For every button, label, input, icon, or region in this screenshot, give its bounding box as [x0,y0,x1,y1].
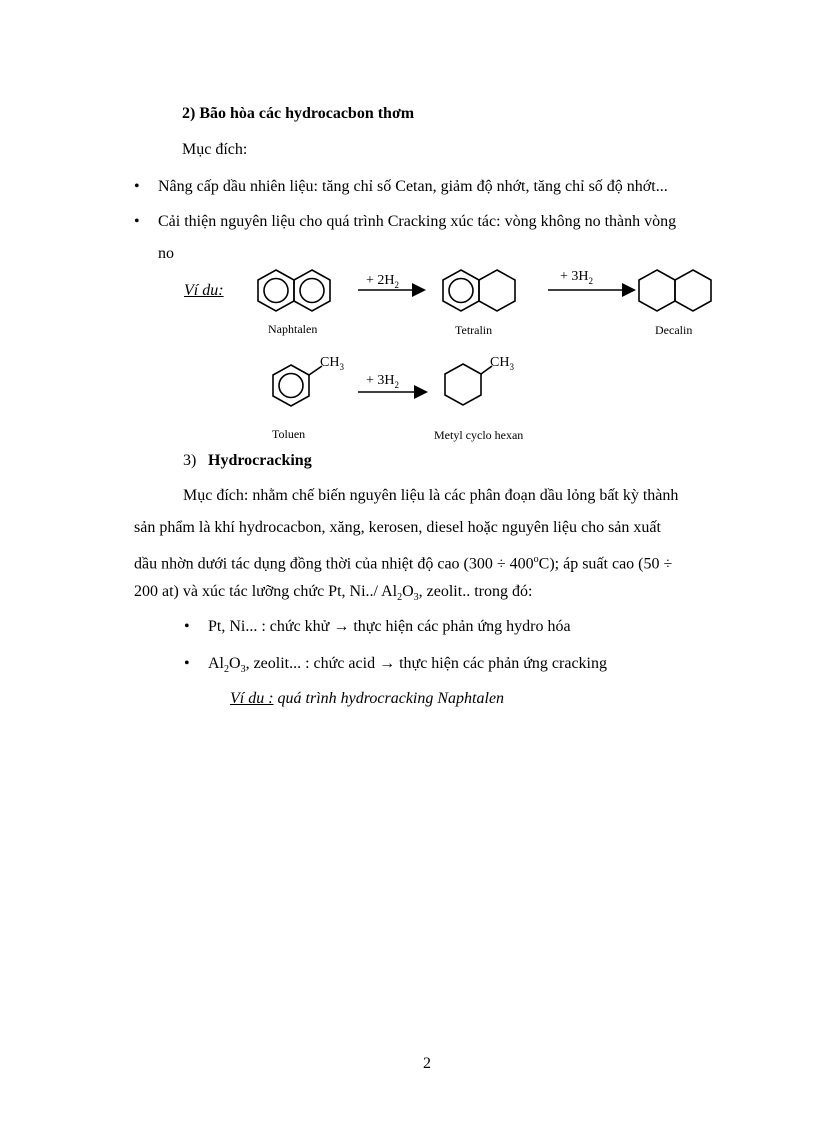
label-metyl-cyclo-hexan: Metyl cyclo hexan [434,428,524,442]
naphtalen-structure [258,270,330,311]
label-tetralin: Tetralin [455,323,493,337]
tetralin-structure [443,270,515,311]
reaction-diagram [0,0,816,460]
bullet-text-2-cont: no [158,245,174,262]
bullet-dot: • [134,178,140,195]
bullet-dot: • [184,655,190,672]
reagent-1: + $2H_2$ [366,273,400,290]
toluen-structure [273,365,322,406]
reagent-2: + $3H_2$ [560,269,594,286]
para-line-1: Mục đích: nhằm chế biến nguyên liệu là các phân đoạn dầu lỏng bất kỳ thành [183,487,679,504]
para-line-4: 200 at) và xúc tác lưỡng chức Pt, Ni../ $Al_2O_3$, zeolit.. trong đó: [134,583,533,604]
bullet-dot: • [184,618,190,635]
section3-bullet-1: Pt, Ni... : chức khử → thực hiện các phản ứng hydro hóa [208,618,571,635]
arrowhead-1 [412,283,426,297]
decalin-structure [639,270,711,311]
arrowhead-3 [414,385,428,399]
purpose-label: Mục đích: [182,141,248,158]
para-line-2: sản phẩm là khí hydrocacbon, xăng, kerosen, diesel hoặc nguyên liệu cho sản xuất [134,519,661,536]
para-line-3: dầu nhờn dưới tác dụng đồng thời của nhiệt độ cao $(300 \div 400^oC)$; áp suất cao (50 ÷ [134,554,673,573]
bullet-dot: • [134,213,140,230]
methyl-label-2: $CH_3$ [490,355,514,372]
label-decalin: Decalin [655,323,693,337]
example-label: Ví du: [184,282,224,299]
bullet-text-1: Nâng cấp dầu nhiên liệu: tăng chỉ số Cetan, giảm độ nhớt, tăng chỉ số độ nhớt... [158,178,668,195]
bullet-text-2: Cải thiện nguyên liệu cho quá trình Cracking xúc tác: vòng không no thành vòng [158,213,677,230]
methyl-label-1: $CH_3$ [320,355,344,372]
reagent-3: + $3H_2$ [366,373,400,390]
section2-title: 2) Bão hòa các hydrocacbon thơm [182,105,415,122]
page-number: 2 [423,1055,431,1072]
label-toluen: Toluen [272,427,306,441]
section3-example-label: Ví du : [230,690,274,707]
section3-example: Ví du : quá trình hydrocracking Naphtalen [230,690,505,707]
label-naphtalen: Naphtalen [268,322,318,336]
section3-title: Hydrocracking [208,452,312,469]
section3-bullet-2: $Al_2O_3$, zeolit... : chức acid → thực hiện các phản ứng cracking [208,655,607,676]
metyl-cyclo-hexan-structure [445,364,492,405]
arrowhead-2 [622,283,636,297]
section3-number: 3) [183,452,197,469]
